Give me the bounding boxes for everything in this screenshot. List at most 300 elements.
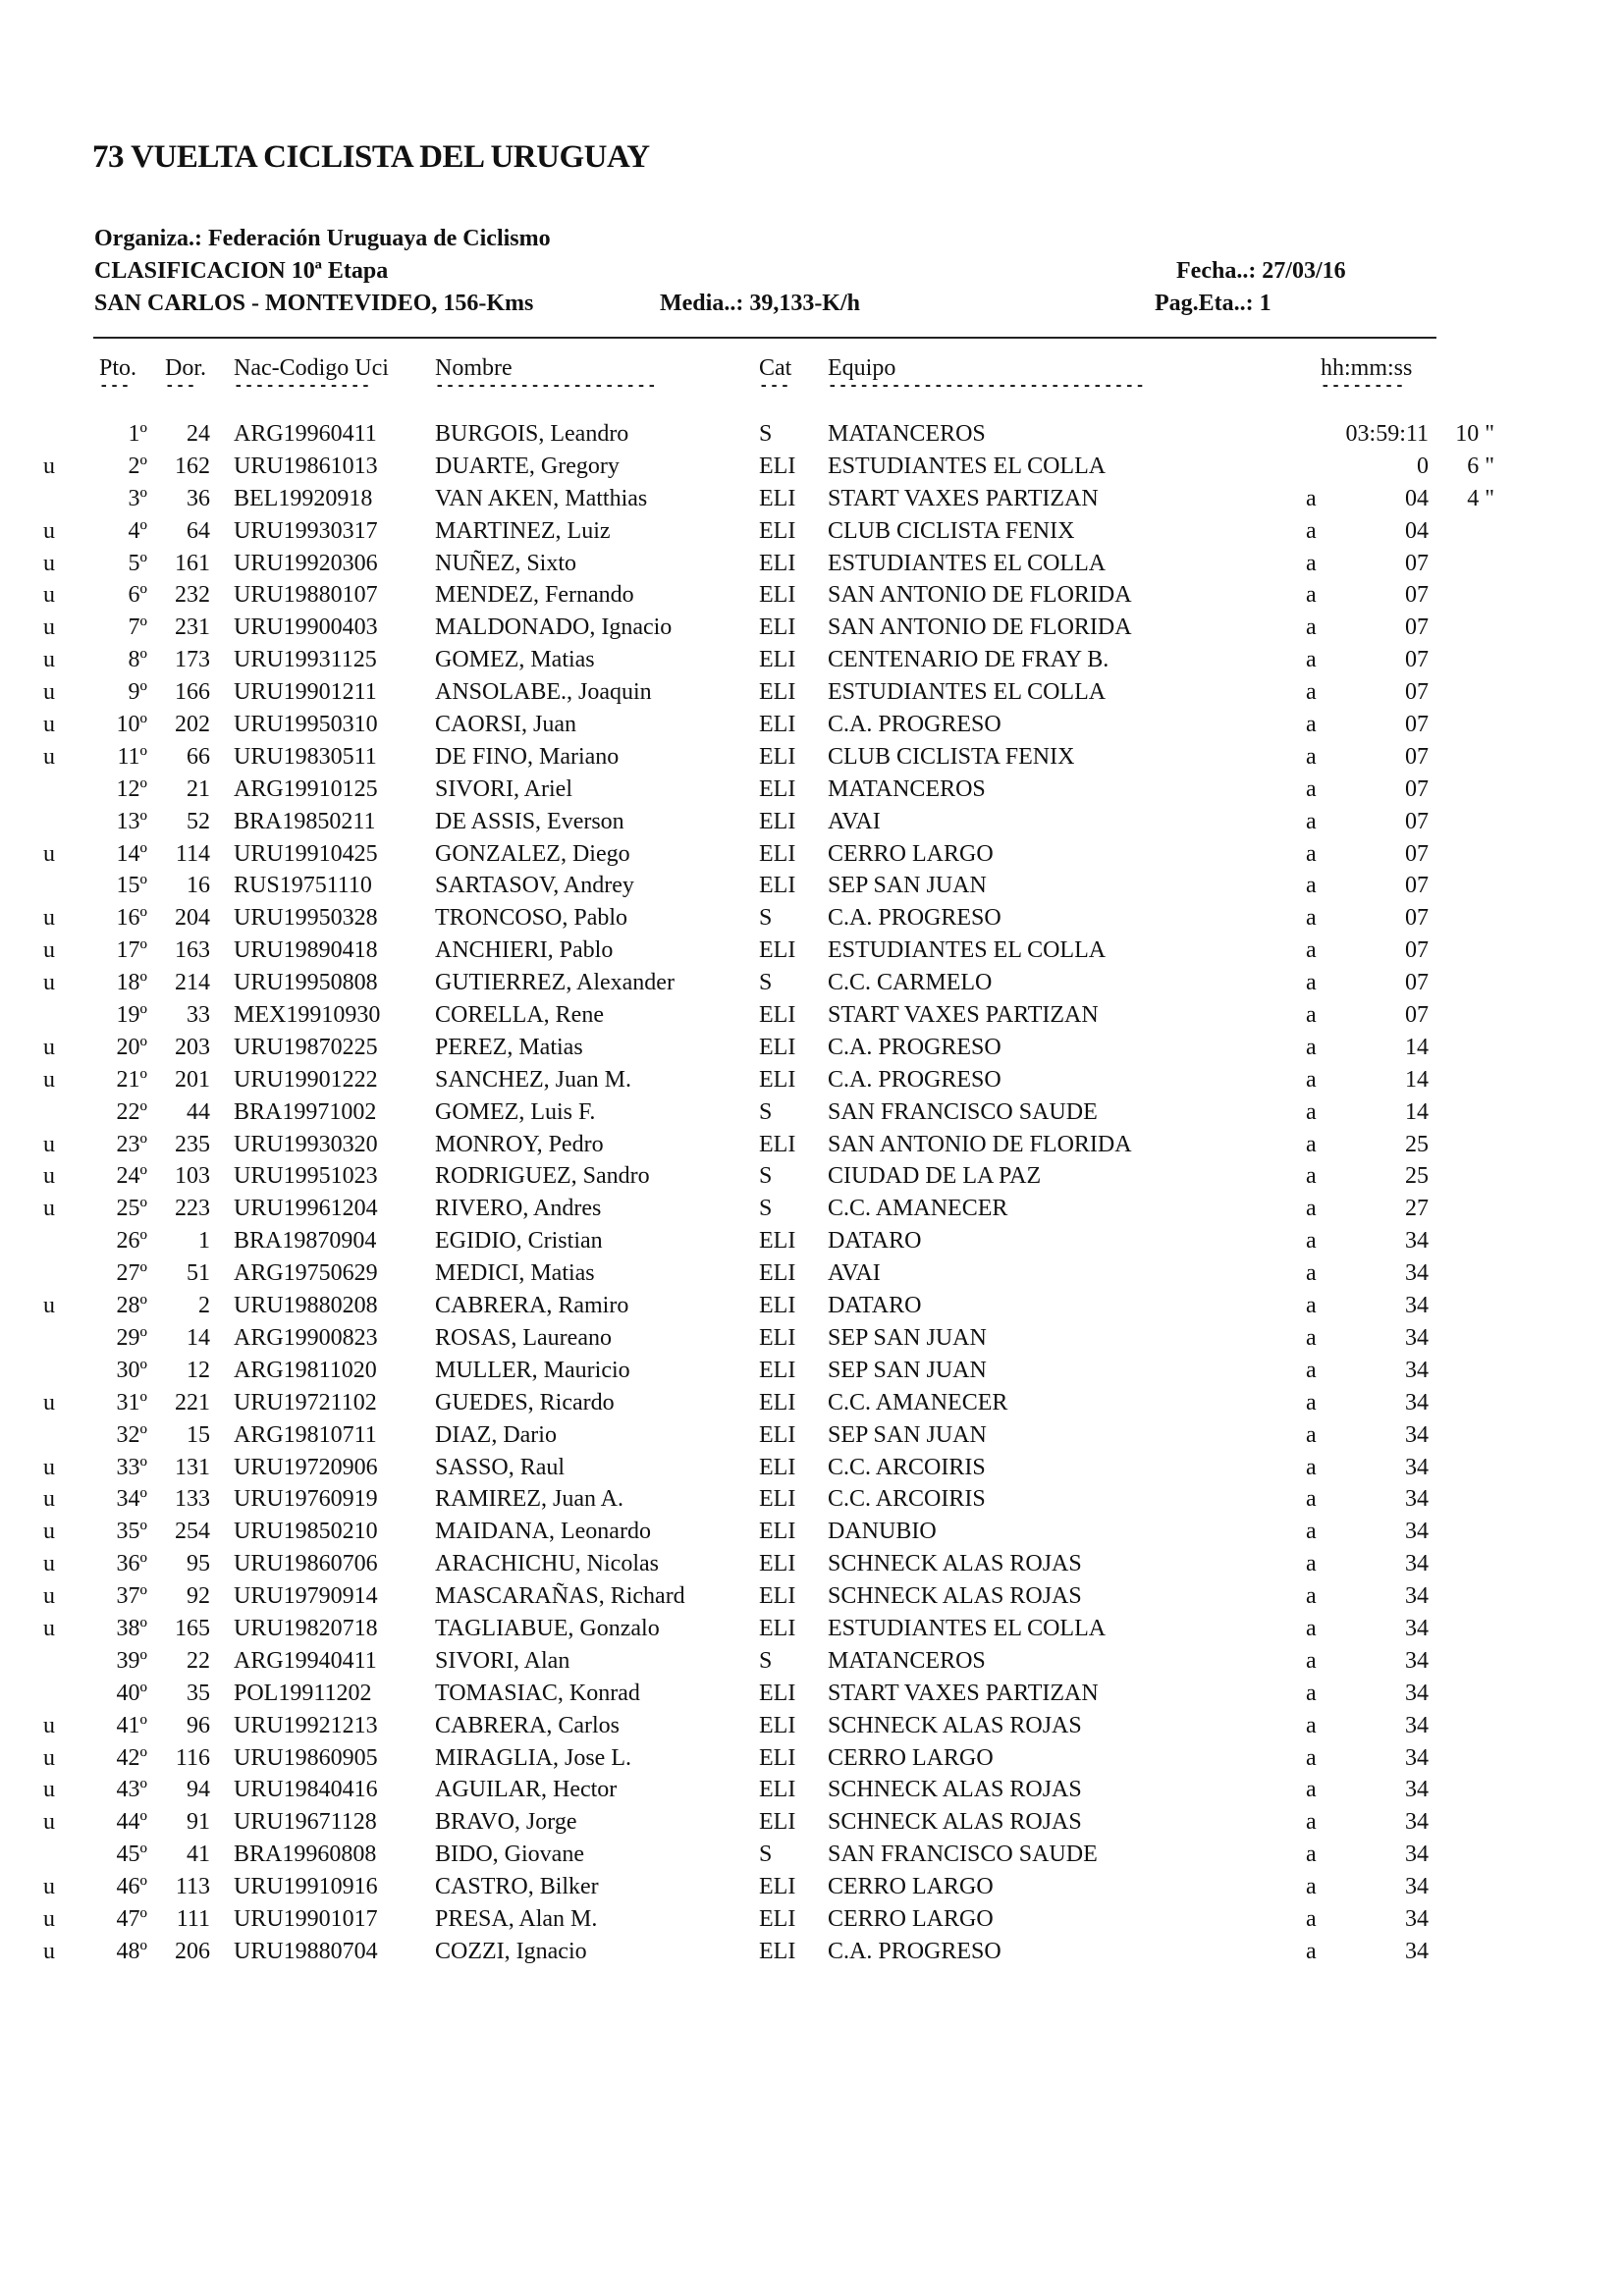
time-value: 07 (1405, 905, 1429, 932)
time-value: 07 (1405, 970, 1429, 996)
gap-prefix: a (1306, 712, 1317, 738)
team-name: CERRO LARGO (828, 1874, 994, 1900)
bib-number: 14 (187, 1324, 210, 1351)
table-row (0, 741, 1623, 774)
table-row (0, 934, 1623, 967)
uci-code: URU19901222 (234, 1066, 378, 1093)
category: ELI (759, 1228, 796, 1255)
rider-name: GOMEZ, Matias (435, 647, 595, 673)
gap-prefix: a (1306, 1777, 1317, 1803)
position: 34º (116, 1486, 147, 1513)
bib-number: 33 (187, 1002, 210, 1029)
bib-number: 232 (175, 582, 210, 609)
rider-name: GUEDES, Ricardo (435, 1389, 615, 1415)
gap-prefix: a (1306, 1809, 1317, 1836)
rider-name: CASTRO, Bilker (435, 1874, 599, 1900)
time-value: 34 (1405, 1389, 1429, 1415)
uci-code: URU19900403 (234, 614, 378, 641)
position: 12º (116, 775, 147, 802)
category: ELI (759, 937, 796, 964)
position: 31º (116, 1389, 147, 1415)
classification-table (0, 418, 1623, 1968)
rider-name: PRESA, Alan M. (435, 1905, 598, 1932)
category: ELI (759, 1938, 796, 1964)
col-header-nombre: Nombre (435, 355, 513, 381)
gap-prefix: a (1306, 1163, 1317, 1190)
rider-name: COZZI, Ignacio (435, 1938, 587, 1964)
bib-number: 231 (175, 614, 210, 641)
team-name: SCHNECK ALAS ROJAS (828, 1712, 1082, 1738)
table-row (0, 1871, 1623, 1903)
position: 44º (116, 1809, 147, 1836)
uci-code: ARG19811020 (234, 1357, 377, 1383)
bonus-seconds: 4 " (1467, 485, 1494, 511)
position: 13º (116, 808, 147, 834)
time-value: 34 (1405, 1680, 1429, 1706)
uci-code: POL19911202 (234, 1680, 372, 1706)
time-value: 07 (1405, 614, 1429, 641)
rider-name: ARACHICHU, Nicolas (435, 1551, 659, 1577)
uci-code: URU19921213 (234, 1712, 378, 1738)
team-name: SAN FRANCISCO SAUDE (828, 1098, 1098, 1125)
team-name: C.C. ARCOIRIS (828, 1486, 986, 1513)
category: ELI (759, 1131, 796, 1157)
rider-name: MAIDANA, Leonardo (435, 1519, 651, 1545)
rider-name: PEREZ, Matias (435, 1034, 583, 1060)
time-value: 07 (1405, 647, 1429, 673)
gap-prefix: a (1306, 1842, 1317, 1868)
time-value: 03:59:11 (1345, 421, 1429, 447)
category: ELI (759, 743, 796, 770)
category: ELI (759, 873, 796, 899)
uci-code: URU19930317 (234, 517, 378, 544)
bib-number: 103 (175, 1163, 210, 1190)
category: ELI (759, 485, 796, 511)
bib-number: 16 (187, 873, 210, 899)
team-name: C.A. PROGRESO (828, 712, 1001, 738)
uci-code: URU19901017 (234, 1905, 378, 1932)
category: ELI (759, 1389, 796, 1415)
team-name: CERRO LARGO (828, 840, 994, 867)
team-name: CENTENARIO DE FRAY B. (828, 647, 1109, 673)
rider-name: EGIDIO, Cristian (435, 1228, 603, 1255)
uci-flag: u (43, 582, 55, 609)
category: ELI (759, 614, 796, 641)
table-row (0, 1419, 1623, 1452)
bib-number: 22 (187, 1647, 210, 1674)
time-value: 34 (1405, 1615, 1429, 1641)
category: ELI (759, 517, 796, 544)
uci-code: URU19880107 (234, 582, 378, 609)
category: ELI (759, 1519, 796, 1545)
table-row (0, 1355, 1623, 1387)
uci-flag: u (43, 840, 55, 867)
rider-name: DUARTE, Gregory (435, 453, 620, 479)
team-name: ESTUDIANTES EL COLLA (828, 1615, 1107, 1641)
gap-prefix: a (1306, 679, 1317, 706)
gap-prefix: a (1306, 840, 1317, 867)
uci-code: BRA19971002 (234, 1098, 377, 1125)
bib-number: 133 (175, 1486, 210, 1513)
position: 6º (128, 582, 147, 609)
bib-number: 44 (187, 1098, 210, 1125)
category: ELI (759, 1680, 796, 1706)
team-name: MATANCEROS (828, 1647, 986, 1674)
table-row (0, 1160, 1623, 1193)
uci-flag: u (43, 1519, 55, 1545)
category: ELI (759, 1324, 796, 1351)
uci-flag: u (43, 937, 55, 964)
document-title: 73 VUELTA CICLISTA DEL URUGUAY (92, 139, 650, 175)
gap-prefix: a (1306, 1551, 1317, 1577)
rider-name: MENDEZ, Fernando (435, 582, 634, 609)
uci-code: URU19951023 (234, 1163, 378, 1190)
team-name: CLUB CICLISTA FENIX (828, 517, 1075, 544)
uci-flag: u (43, 1905, 55, 1932)
time-value: 34 (1405, 1260, 1429, 1287)
category: S (759, 1842, 773, 1868)
time-value: 07 (1405, 582, 1429, 609)
category: ELI (759, 775, 796, 802)
gap-prefix: a (1306, 1421, 1317, 1448)
position: 42º (116, 1744, 147, 1771)
gap-prefix: a (1306, 1647, 1317, 1674)
position: 14º (116, 840, 147, 867)
time-value: 34 (1405, 1324, 1429, 1351)
uci-code: URU19880208 (234, 1293, 378, 1319)
rider-name: TRONCOSO, Pablo (435, 905, 628, 932)
table-row (0, 1839, 1623, 1871)
uci-flag: u (43, 1874, 55, 1900)
uci-flag: u (43, 453, 55, 479)
bib-number: 206 (175, 1938, 210, 1964)
time-value: 07 (1405, 1002, 1429, 1029)
uci-flag: u (43, 517, 55, 544)
position: 46º (116, 1874, 147, 1900)
table-row (0, 1548, 1623, 1580)
category: ELI (759, 1454, 796, 1480)
uci-flag: u (43, 1938, 55, 1964)
team-name: C.A. PROGRESO (828, 1034, 1001, 1060)
time-value: 04 (1405, 485, 1429, 511)
position: 43º (116, 1777, 147, 1803)
position: 27º (116, 1260, 147, 1287)
rider-name: DE FINO, Mariano (435, 743, 620, 770)
gap-prefix: a (1306, 1680, 1317, 1706)
bonus-seconds: 6 " (1467, 453, 1494, 479)
gap-prefix: a (1306, 1905, 1317, 1932)
uci-flag: u (43, 1615, 55, 1641)
rider-name: TOMASIAC, Konrad (435, 1680, 640, 1706)
gap-prefix: a (1306, 1744, 1317, 1771)
uci-flag: u (43, 905, 55, 932)
gap-prefix: a (1306, 1066, 1317, 1093)
page-label: Pag.Eta..: 1 (1155, 291, 1271, 316)
bib-number: 95 (187, 1551, 210, 1577)
uci-flag: u (43, 1131, 55, 1157)
table-row (0, 1742, 1623, 1775)
uci-code: URU19910916 (234, 1874, 378, 1900)
rider-name: RODRIGUEZ, Sandro (435, 1163, 650, 1190)
uci-code: BEL19920918 (234, 485, 373, 511)
uci-flag: u (43, 1583, 55, 1610)
position: 25º (116, 1196, 147, 1222)
category: ELI (759, 550, 796, 576)
time-value: 04 (1405, 517, 1429, 544)
table-row (0, 515, 1623, 548)
position: 2º (128, 453, 147, 479)
uci-code: ARG19750629 (234, 1260, 378, 1287)
gap-prefix: a (1306, 1486, 1317, 1513)
col-underline-equipo: ------------------------------ (828, 377, 1147, 395)
uci-code: URU19860905 (234, 1744, 378, 1771)
rider-name: MEDICI, Matias (435, 1260, 595, 1287)
time-value: 34 (1405, 1519, 1429, 1545)
time-value: 34 (1405, 1744, 1429, 1771)
table-row (0, 1903, 1623, 1936)
gap-prefix: a (1306, 1712, 1317, 1738)
gap-prefix: a (1306, 775, 1317, 802)
uci-code: URU19961204 (234, 1196, 378, 1222)
rider-name: MALDONADO, Ignacio (435, 614, 673, 641)
time-value: 34 (1405, 1551, 1429, 1577)
bib-number: 92 (187, 1583, 210, 1610)
table-row (0, 1645, 1623, 1678)
category: ELI (759, 1357, 796, 1383)
uci-code: URU19950310 (234, 712, 378, 738)
position: 26º (116, 1228, 147, 1255)
uci-flag: u (43, 1034, 55, 1060)
classification-line: CLASIFICACION 10ª Etapa (94, 258, 389, 284)
col-underline-cat: --- (759, 377, 791, 395)
bib-number: 1 (198, 1228, 210, 1255)
uci-code: RUS19751110 (234, 873, 372, 899)
team-name: CERRO LARGO (828, 1744, 994, 1771)
bib-number: 111 (176, 1905, 210, 1932)
category: ELI (759, 453, 796, 479)
uci-code: URU19930320 (234, 1131, 378, 1157)
category: ELI (759, 1615, 796, 1641)
position: 29º (116, 1324, 147, 1351)
organizer-line: Organiza.: Federación Uruguaya de Ciclismo (94, 226, 551, 251)
bib-number: 24 (187, 421, 210, 447)
rider-name: MARTINEZ, Luiz (435, 517, 611, 544)
uci-code: URU19920306 (234, 550, 378, 576)
team-name: C.A. PROGRESO (828, 1066, 1001, 1093)
table-row (0, 451, 1623, 483)
time-value: 34 (1405, 1583, 1429, 1610)
rider-name: GOMEZ, Luis F. (435, 1098, 596, 1125)
gap-prefix: a (1306, 550, 1317, 576)
table-row (0, 1452, 1623, 1484)
col-underline-uci: ------------- (234, 377, 372, 395)
position: 5º (128, 550, 147, 576)
team-name: SCHNECK ALAS ROJAS (828, 1583, 1082, 1610)
bib-number: 12 (187, 1357, 210, 1383)
bib-number: 64 (187, 517, 210, 544)
gap-prefix: a (1306, 485, 1317, 511)
uci-code: URU19870225 (234, 1034, 378, 1060)
bib-number: 35 (187, 1680, 210, 1706)
time-value: 34 (1405, 1809, 1429, 1836)
bib-number: 94 (187, 1777, 210, 1803)
bib-number: 161 (175, 550, 210, 576)
time-value: 34 (1405, 1647, 1429, 1674)
category: ELI (759, 1066, 796, 1093)
uci-flag: u (43, 679, 55, 706)
uci-flag: u (43, 1066, 55, 1093)
uci-code: URU19790914 (234, 1583, 378, 1610)
bib-number: 201 (175, 1066, 210, 1093)
date-label: Fecha..: 27/03/16 (1176, 258, 1346, 284)
category: S (759, 421, 773, 447)
team-name: AVAI (828, 1260, 881, 1287)
team-name: C.C. AMANECER (828, 1389, 1008, 1415)
bib-number: 91 (187, 1809, 210, 1836)
category: ELI (759, 1905, 796, 1932)
gap-prefix: a (1306, 1615, 1317, 1641)
col-header-cat: Cat (759, 355, 792, 381)
rider-name: ROSAS, Laureano (435, 1324, 612, 1351)
gap-prefix: a (1306, 1228, 1317, 1255)
category: ELI (759, 1293, 796, 1319)
table-row (0, 870, 1623, 902)
uci-code: URU19830511 (234, 743, 377, 770)
bib-number: 204 (175, 905, 210, 932)
position: 28º (116, 1293, 147, 1319)
team-name: SEP SAN JUAN (828, 1421, 987, 1448)
gap-prefix: a (1306, 517, 1317, 544)
time-value: 07 (1405, 550, 1429, 576)
uci-code: ARG19940411 (234, 1647, 377, 1674)
rider-name: SARTASOV, Andrey (435, 873, 634, 899)
col-header-equipo: Equipo (828, 355, 896, 381)
rider-name: MULLER, Mauricio (435, 1357, 630, 1383)
uci-code: ARG19900823 (234, 1324, 378, 1351)
position: 8º (128, 647, 147, 673)
rider-name: AGUILAR, Hector (435, 1777, 618, 1803)
rider-name: GUTIERREZ, Alexander (435, 970, 675, 996)
position: 20º (116, 1034, 147, 1060)
table-row (0, 806, 1623, 838)
gap-prefix: a (1306, 582, 1317, 609)
position: 21º (116, 1066, 147, 1093)
col-header-time: hh:mm:ss (1321, 355, 1413, 381)
bib-number: 51 (187, 1260, 210, 1287)
team-name: CERRO LARGO (828, 1905, 994, 1932)
team-name: DANUBIO (828, 1519, 937, 1545)
uci-flag: u (43, 1486, 55, 1513)
category: ELI (759, 1034, 796, 1060)
time-value: 34 (1405, 1712, 1429, 1738)
time-value: 34 (1405, 1777, 1429, 1803)
uci-flag: u (43, 712, 55, 738)
rider-name: CABRERA, Ramiro (435, 1293, 629, 1319)
gap-prefix: a (1306, 808, 1317, 834)
rider-name: SIVORI, Alan (435, 1647, 570, 1674)
uci-flag: u (43, 1744, 55, 1771)
rider-name: NUÑEZ, Sixto (435, 550, 576, 576)
table-row (0, 1710, 1623, 1742)
table-row (0, 1613, 1623, 1645)
table-row (0, 999, 1623, 1032)
position: 16º (116, 905, 147, 932)
gap-prefix: a (1306, 1098, 1317, 1125)
table-row (0, 418, 1623, 451)
time-value: 25 (1405, 1131, 1429, 1157)
time-value: 07 (1405, 937, 1429, 964)
uci-code: URU19910425 (234, 840, 378, 867)
rider-name: BURGOIS, Leandro (435, 421, 629, 447)
time-value: 07 (1405, 840, 1429, 867)
gap-prefix: a (1306, 1583, 1317, 1610)
rider-name: CABRERA, Carlos (435, 1712, 621, 1738)
position: 9º (128, 679, 147, 706)
time-value: 34 (1405, 1454, 1429, 1480)
col-header-uci: Nac-Codigo Uci (234, 355, 389, 381)
time-value: 25 (1405, 1163, 1429, 1190)
time-value: 07 (1405, 743, 1429, 770)
gap-prefix: a (1306, 873, 1317, 899)
rider-name: MASCARAÑAS, Richard (435, 1583, 685, 1610)
time-value: 34 (1405, 1357, 1429, 1383)
bib-number: 214 (175, 970, 210, 996)
team-name: AVAI (828, 808, 881, 834)
uci-flag: u (43, 743, 55, 770)
table-row (0, 1516, 1623, 1548)
uci-code: URU19861013 (234, 453, 378, 479)
time-value: 07 (1405, 808, 1429, 834)
table-row (0, 838, 1623, 871)
rider-name: DIAZ, Dario (435, 1421, 557, 1448)
table-row (0, 1387, 1623, 1419)
gap-prefix: a (1306, 1260, 1317, 1287)
position: 1º (128, 421, 147, 447)
table-row (0, 1774, 1623, 1806)
rider-name: ANCHIERI, Pablo (435, 937, 614, 964)
table-row (0, 1678, 1623, 1710)
category: ELI (759, 1744, 796, 1771)
table-row (0, 1806, 1623, 1839)
table-row (0, 1032, 1623, 1064)
team-name: C.A. PROGRESO (828, 905, 1001, 932)
category: ELI (759, 1421, 796, 1448)
table-row (0, 1129, 1623, 1161)
team-name: SEP SAN JUAN (828, 873, 987, 899)
table-row (0, 483, 1623, 515)
col-underline-time: -------- (1321, 377, 1406, 395)
bonus-seconds: 10 " (1455, 421, 1494, 447)
time-value: 34 (1405, 1486, 1429, 1513)
uci-flag: u (43, 647, 55, 673)
category: ELI (759, 1712, 796, 1738)
bib-number: 66 (187, 743, 210, 770)
bib-number: 113 (175, 1874, 210, 1900)
uci-code: BRA19870904 (234, 1228, 377, 1255)
team-name: C.A. PROGRESO (828, 1938, 1001, 1964)
rider-name: MIRAGLIA, Jose L. (435, 1744, 631, 1771)
table-row (0, 1936, 1623, 1968)
uci-code: BRA19850211 (234, 808, 376, 834)
category: S (759, 970, 773, 996)
table-row (0, 1322, 1623, 1355)
position: 22º (116, 1098, 147, 1125)
position: 15º (116, 873, 147, 899)
col-underline-dor: --- (165, 377, 197, 395)
category: ELI (759, 1551, 796, 1577)
position: 17º (116, 937, 147, 964)
team-name: SCHNECK ALAS ROJAS (828, 1777, 1082, 1803)
